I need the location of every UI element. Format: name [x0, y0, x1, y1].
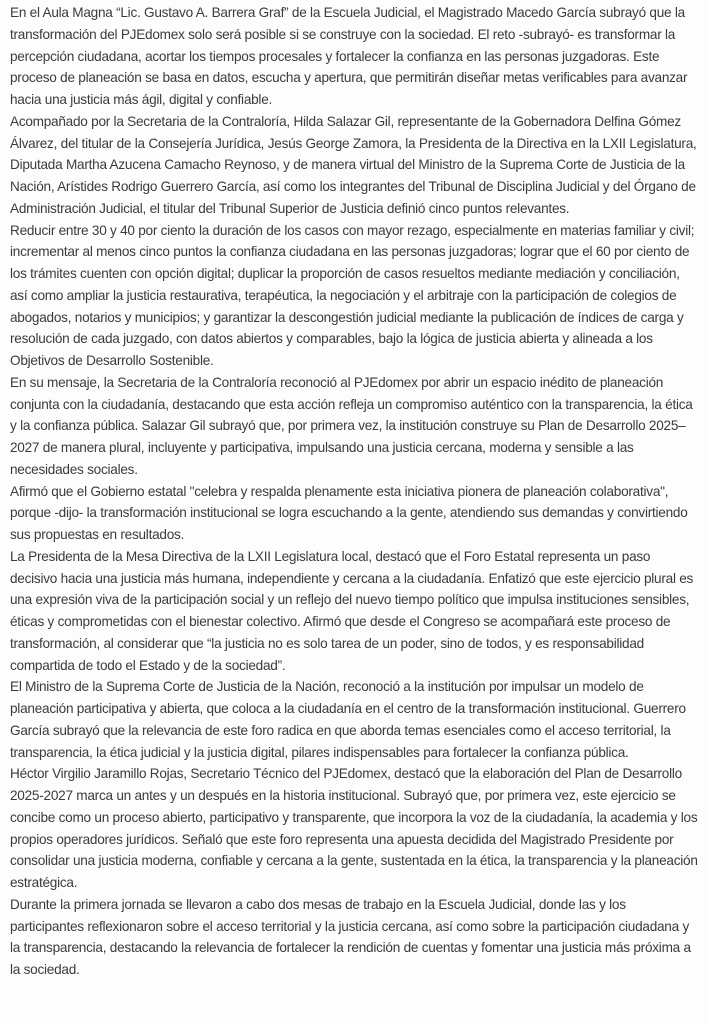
paragraph-acompanado: Acompañado por la Secretaria de la Contraloría, Hilda Salazar Gil, representante de la Gobernadora Delfina Gómez Álvarez, del titular de la Consejería Jurídica, Jesús George Zamora, la Presidenta de la Directiva en la LXII Legislatura, Diputada Martha Azucena Camacho Reynoso, y de manera virtual del Ministro de la Suprema Corte de Justicia de la Nación, Arístides Rodrigo Guerrero García, así como los integrantes del Tribunal de Disciplina Judicial y del Órgano de Administración Judicial, el titular del Tribunal Superior de Justicia definió cinco puntos relevantes. [10, 113, 697, 216]
paragraph-gobierno-estatal: Afirmó que el Gobierno estatal "celebra y respalda plenamente esta iniciativa pionera de planeación colaborativa", porque -dijo- la transformación institucional se logra escuchando a la gente, atendiendo sus demandas y convirtiendo sus propuestas en resultados. [10, 483, 688, 542]
paragraph-primera-jornada: Durante la primera jornada se llevaron a cabo dos mesas de trabajo en la Escuela Judicial, donde las y los participantes reflexionaron sobre el acceso territorial y la justicia cercana, así como sobre la participación ciudadana y la transparencia, destacando la relevancia de fortalecer la rendición de cuentas y fomentar una justicia más próxima a la sociedad. [10, 896, 691, 977]
paragraph-secretario-tecnico: Héctor Virgilio Jaramillo Rojas, Secretario Técnico del PJEdomex, destacó que la elaboración del Plan de Desarrollo 2025-2027 marca un antes y un después en la historia institucional. Subrayó que, por primera vez, este ejercicio se concibe como un proceso abierto, participativo y transparente, que incorpora la voz de la ciudadanía, la academia y los propios operadores jurídicos. Señaló que este foro representa una apuesta decidida del Magistrado Presidente por consolidar una justicia moderna, confiable y cercana a la gente, sustentada en la ética, la transparencia y la planeación estratégica. [10, 766, 698, 890]
paragraph-aula-magna: En el Aula Magna “Lic. Gustavo A. Barrera Graf” de la Escuela Judicial, el Magistrado Macedo García subrayó que la transformación del PJEdomex solo será posible si se construye con la sociedad. El reto -subrayó- es transformar la percepción ciudadana, acortar los tiempos procesales y fortalecer la confianza en las personas juzgadoras. Este proceso de planeación se basa en datos, escucha y apertura, que permitirán diseñar metas verificables para avanzar hacia una justicia más ágil, digital y confiable. [10, 5, 688, 107]
paragraph-ministro-suprema-corte: El Ministro de la Suprema Corte de Justicia de la Nación, reconoció a la institución por impulsar un modelo de planeación participativa y abierta, que coloca a la ciudadanía en el centro de la transformación institucional. Guerrero García subrayó que la relevancia de este foro radica en que aborda temas esenciales como el acceso territorial, la transparencia, la ética judicial y la justicia digital, pilares indispensables para fortalecer la confianza pública. [10, 679, 686, 760]
paragraph-cinco-puntos: Reducir entre 30 y 40 por ciento la duración de los casos con mayor rezago, especialmente en materias familiar y civil; incrementar al menos cinco puntos la confianza ciudadana en las personas juzgadoras; lograr que el 60 por ciento de los trámites cuenten con opción digital; duplicar la proporción de casos resueltos mediante mediación y conciliación, así como ampliar la justicia restaurativa, terapéutica, la negociación y el arbitraje con la participación de colegios de abogados, notarios y municipios; y garantizar la descongestión judicial mediante la publicación de índices de carga y resolución de cada juzgado, con datos abiertos y comparables, bajo la lógica de justicia abierta y alineada a los Objetivos de Desarrollo Sostenible. [10, 222, 695, 368]
paragraph-contraloria: En su mensaje, la Secretaria de la Contraloría reconoció al PJEdomex por abrir un espacio inédito de planeación conjunta con la ciudadanía, destacando que esta acción refleja un compromiso auténtico con la transparencia, la ética y la confianza pública. Salazar Gil subrayó que, por primera vez, la institución construye su Plan de Desarrollo 2025–2027 de manera plural, incluyente y participativa, impulsando una justicia cercana, moderna y sensible a las necesidades sociales. [10, 374, 693, 477]
paragraph-mesa-directiva: La Presidenta de la Mesa Directiva de la LXII Legislatura local, destacó que el Foro Estatal representa un paso decisivo hacia una justicia más humana, independiente y cercana a la ciudadanía. Enfatizó que este ejercicio plural es una expresión viva de la participación social y un reflejo del nuevo tiempo político que impulsa instituciones sensibles, éticas y comprometidas con el bienestar colectivo. Afirmó que desde el Congreso se acompañará este proceso de transformación, al considerar que “la justicia no es solo tarea de un poder, sino de todos, y es responsabilidad compartida de todo el Estado y de la sociedad”. [10, 548, 694, 673]
